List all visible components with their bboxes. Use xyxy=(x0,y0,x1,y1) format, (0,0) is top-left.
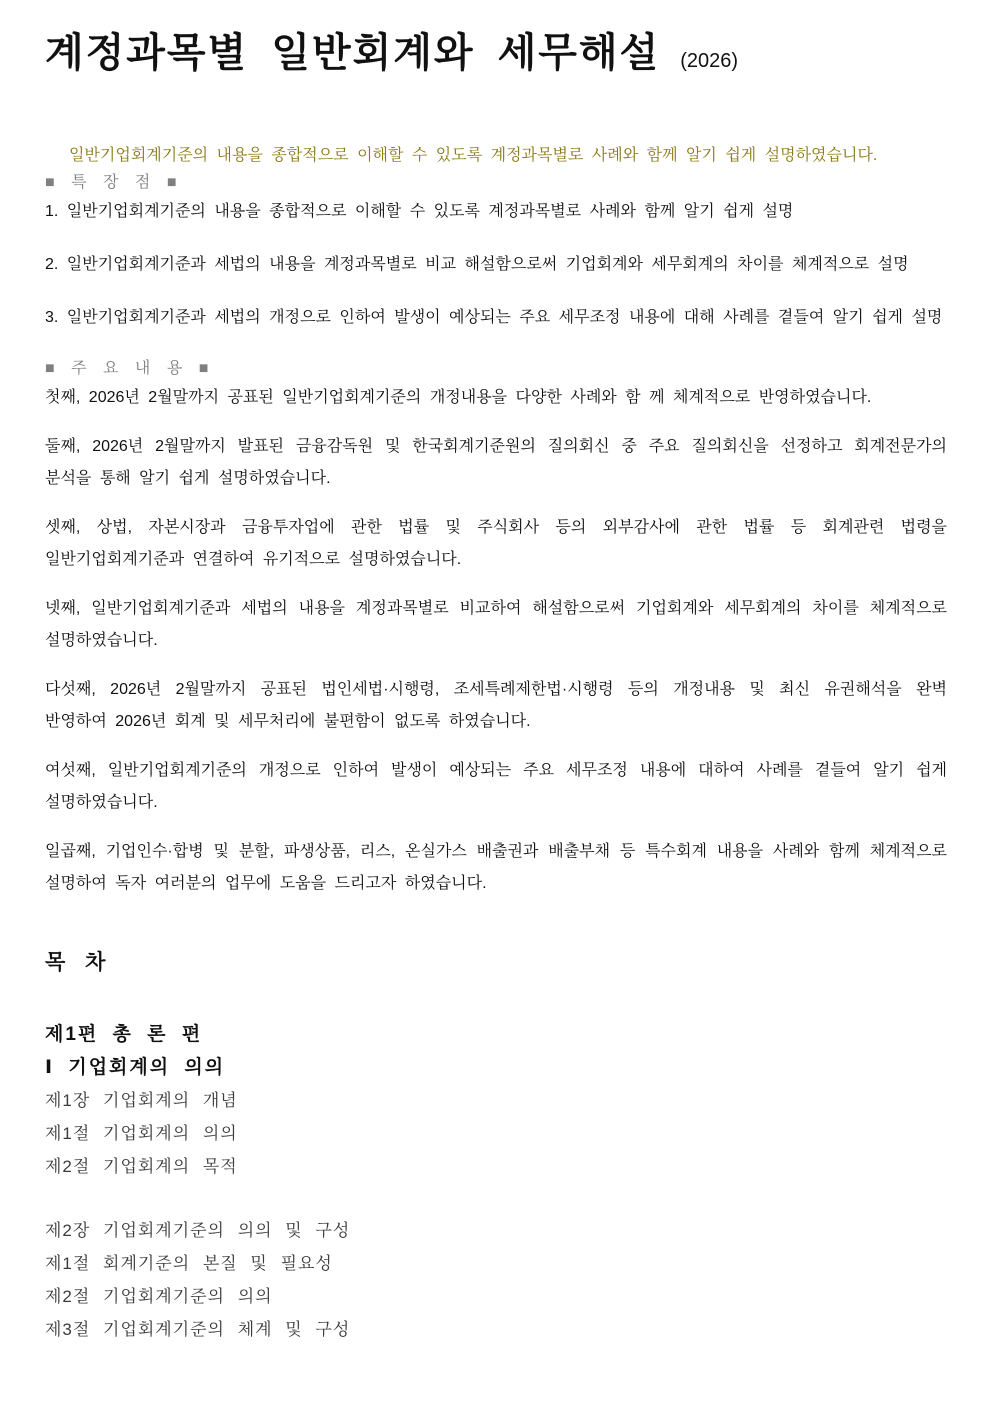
highlight-paragraph: 첫째, 2026년 2월말까지 공표된 일반기업회계기준의 개정내용을 다양한 사례와 함 께 체계적으로 반영하였습니다. xyxy=(45,389,872,406)
highlights-list xyxy=(45,382,947,900)
page-title: 계정과목별 일반회계와 세무해설 xyxy=(45,31,661,75)
toc-entry: 제1절 회계기준의 본질 및 필요성 xyxy=(45,1254,333,1273)
edition-year: (2026) xyxy=(680,50,738,72)
highlights-heading: ■ 주 요 내 용 ■ xyxy=(45,360,214,377)
toc-entry: 제2장 기업회계기준의 의의 및 구성 xyxy=(45,1221,351,1240)
features-list xyxy=(45,196,947,334)
toc-group-2 xyxy=(45,1214,947,1346)
toc-heading: 목 차 xyxy=(45,951,109,974)
highlight-paragraph: 넷째, 일반기업회계기준과 세법의 내용을 계정과목별로 비교하여 해설함으로써 기업회계와 세무회계의 차이를 체계적으로 설명하였습니다. xyxy=(45,600,947,649)
highlight-paragraph: 다섯째, 2026년 2월말까지 공표된 법인세법·시행령, 조세특례제한법·시행령 등의 개정내용 및 최신 유권해석을 완벽 반영하여 2026년 회계 및 세무처리에 불편함이 없도록 하였습니다. xyxy=(45,681,947,730)
feature-item: 3. 일반기업회계기준과 세법의 개정으로 인하여 발생이 예상되는 주요 세무조정 내용에 대해 사례를 곁들여 알기 쉽게 설명 xyxy=(45,309,943,326)
highlight-paragraph: 일곱째, 기업인수·합병 및 분할, 파생상품, 리스, 온실가스 배출권과 배출부채 등 특수회계 내용을 사례와 함께 체계적으로 설명하여 독자 여러분의 업무에 도움을 드리고자 하였습니다. xyxy=(45,843,947,892)
toc-entry: 제3절 기업회계기준의 체계 및 구성 xyxy=(45,1320,351,1339)
highlight-paragraph: 여섯째, 일반기업회계기준의 개정으로 인하여 발생이 예상되는 주요 세무조정 내용에 대하여 사례를 곁들여 알기 쉽게 설명하였습니다. xyxy=(45,762,947,811)
toc-entry: 제2절 기업회계기준의 의의 xyxy=(45,1287,273,1306)
highlight-paragraph: 셋째, 상법, 자본시장과 금융투자업에 관한 법률 및 주식회사 등의 외부감사에 관한 법률 등 회계관련 법령을 일반기업회계기준과 연결하여 유기적으로 설명하였습니다. xyxy=(45,519,947,568)
toc-part-title: 제1편 총 론 편 xyxy=(45,1024,203,1045)
feature-item: 2. 일반기업회계기준과 세법의 내용을 계정과목별로 비교 해설함으로써 기업회계와 세무회계의 차이를 체계적으로 설명 xyxy=(45,256,909,273)
feature-item: 1. 일반기업회계기준의 내용을 종합적으로 이해할 수 있도록 계정과목별로 사례와 함께 알기 쉽게 설명 xyxy=(45,203,794,220)
toc-entry: 제1절 기업회계의 의의 xyxy=(45,1124,238,1143)
intro-paragraph: 일반기업회계기준의 내용을 종합적으로 이해할 수 있도록 계정과목별로 사례와 함께 알기 쉽게 설명하였습니다. xyxy=(69,147,878,164)
title-row xyxy=(45,28,947,78)
features-heading: ■ 특 장 점 ■ xyxy=(45,174,182,191)
toc-section-title: Ⅰ 기업회계의 의의 xyxy=(45,1057,226,1078)
toc-entry: 제2절 기업회계의 목적 xyxy=(45,1157,238,1176)
toc-entry: 제1장 기업회계의 개념 xyxy=(45,1091,238,1110)
toc-group-1 xyxy=(45,1018,947,1183)
highlight-paragraph: 둘째, 2026년 2월말까지 발표된 금융감독원 및 한국회계기준원의 질의회신 중 주요 질의회신을 선정하고 회계전문가의 분석을 통해 알기 쉽게 설명하였습니다. xyxy=(45,438,947,487)
